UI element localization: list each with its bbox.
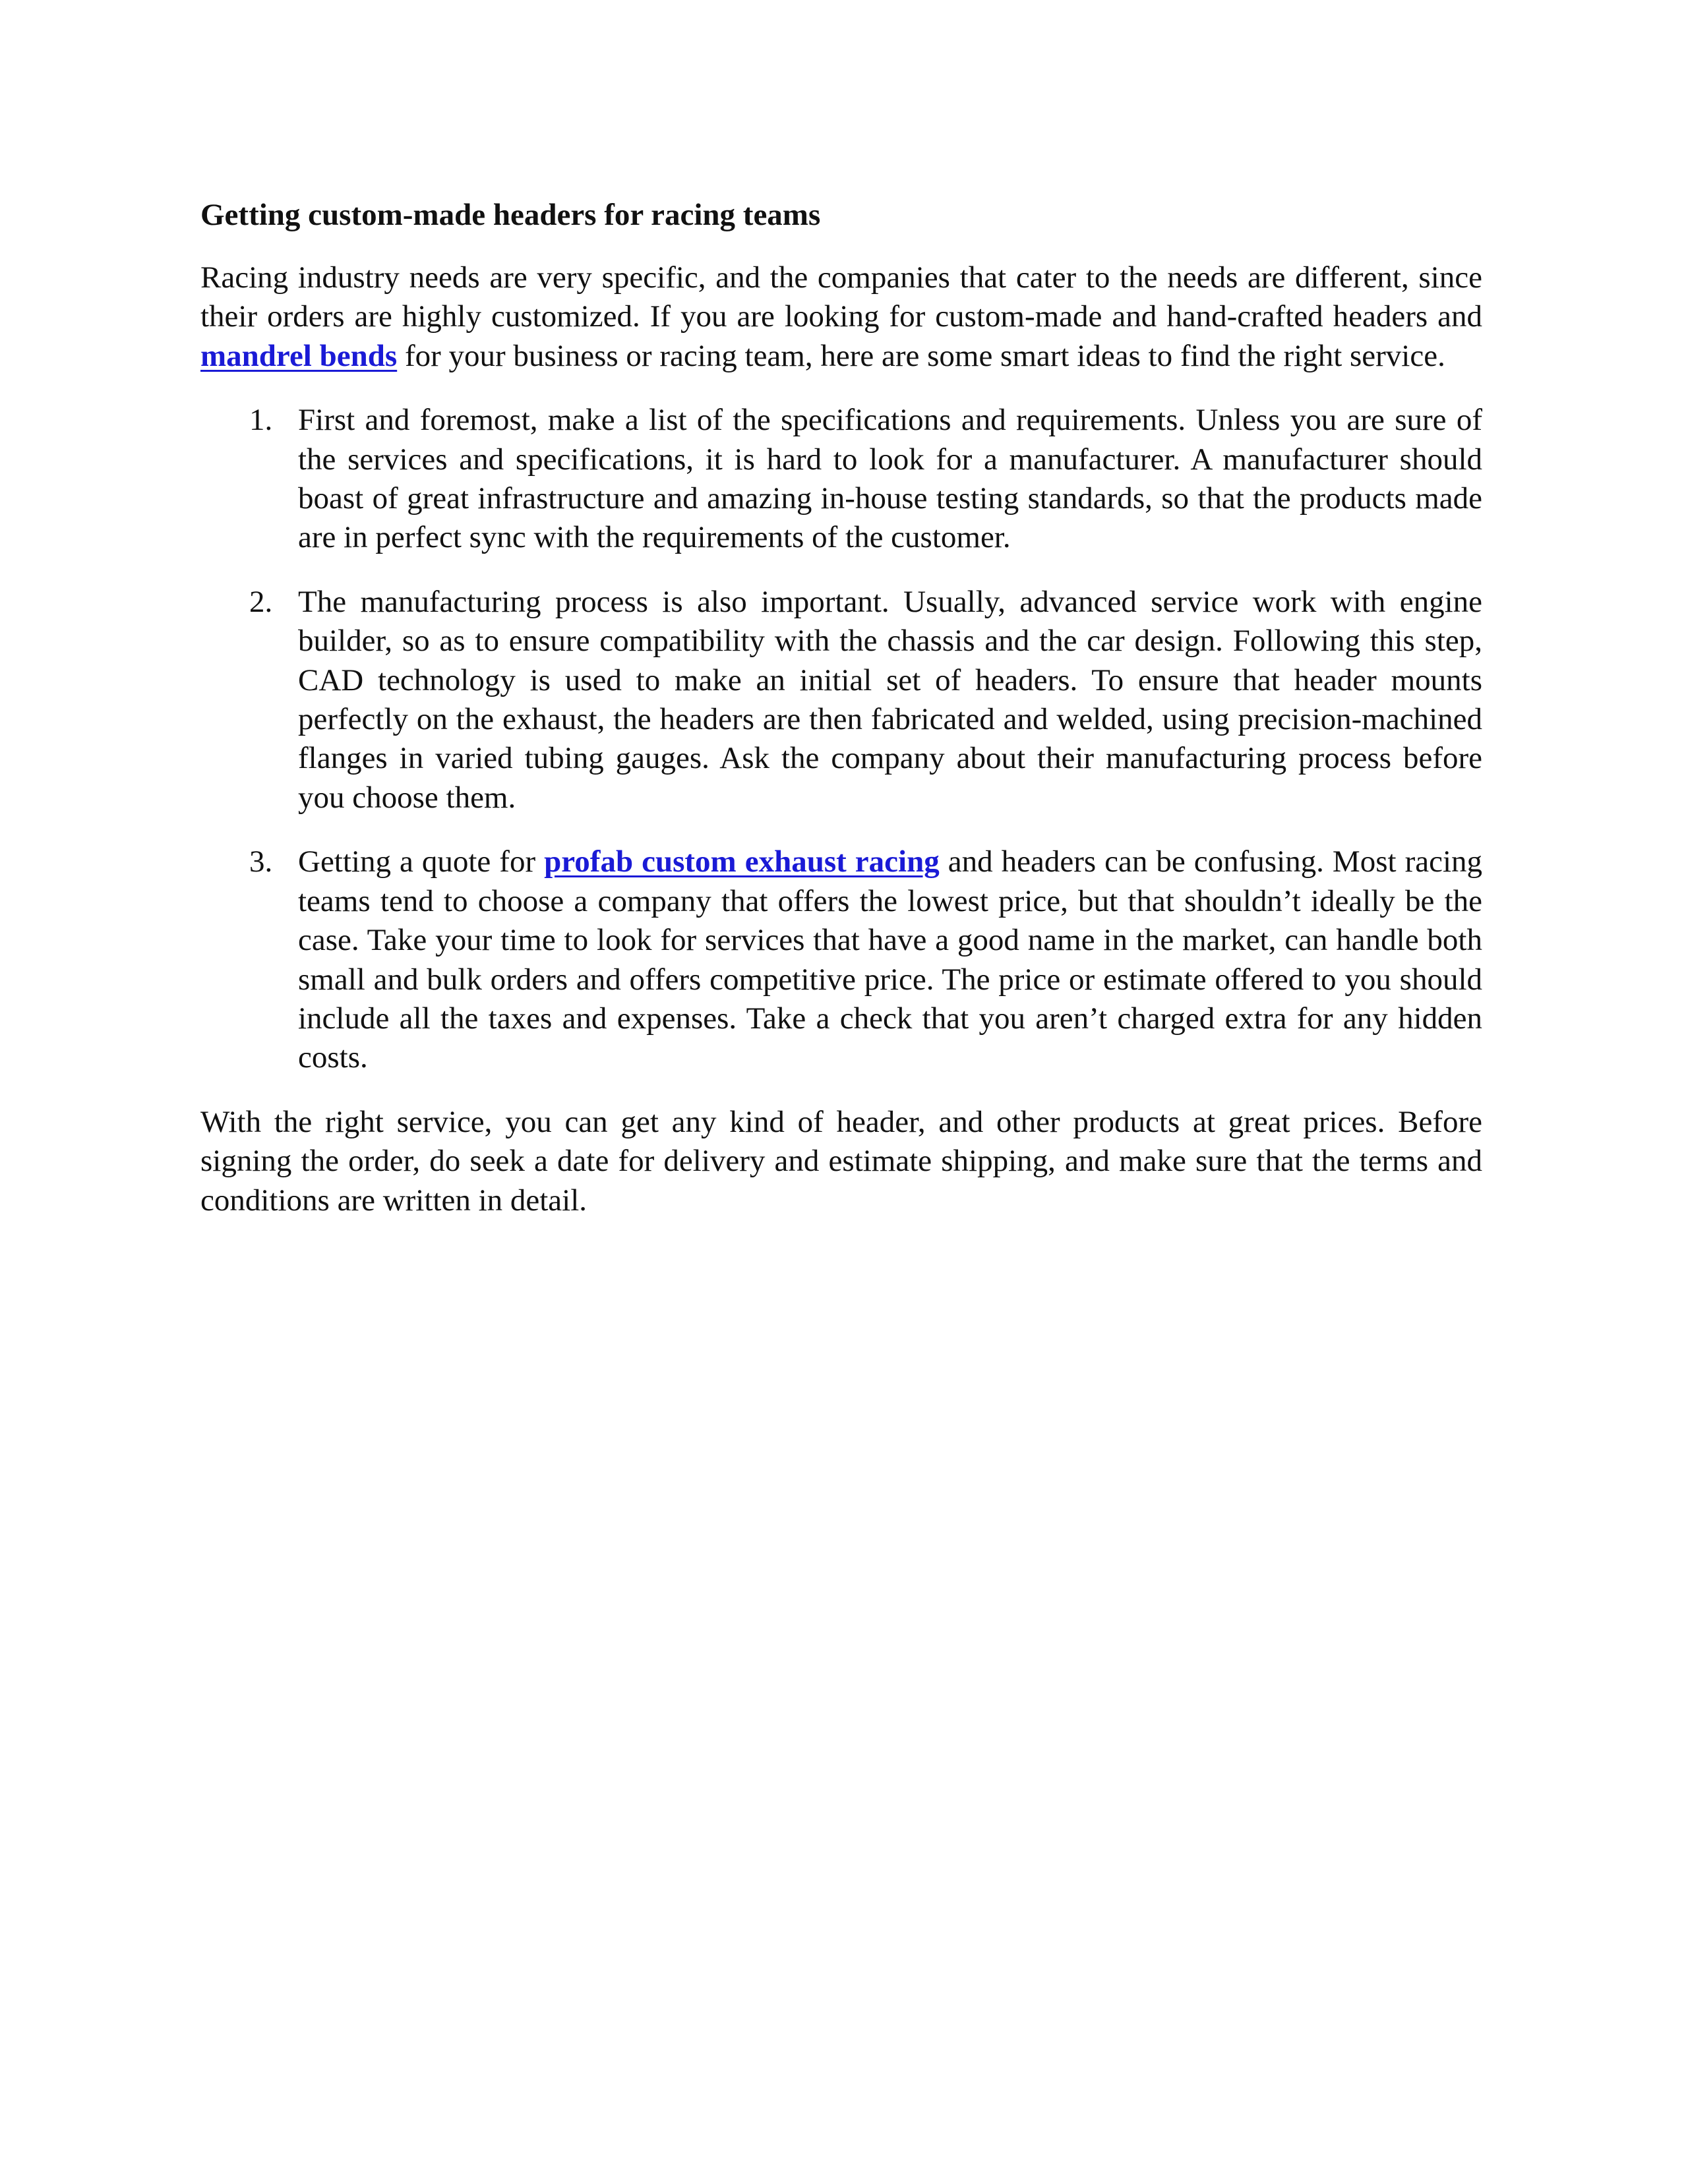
list-item-number: 3. <box>249 844 273 879</box>
list-item-text: The manufacturing process is also important. Usually, advanced service work with engine builder, so as to ensure compatibility with the chassis and the car design. Following this step, CAD technology is used to make an initial set of headers. To ensure that header mounts perfectly on the exhaust, the headers are then fabricated and welded, using precision-machined flanges in varied tubing gauges. Ask the company about their manufacturing process before you choose them. <box>298 584 1482 815</box>
list-item-number: 2. <box>249 584 273 619</box>
list-item <box>200 401 1482 558</box>
list-item-text-after-link: and headers can be confusing. Most racing teams tend to choose a company that offers the lowest price, but that shouldn’t ideally be the case. Take your time to look for services that have a good name in the market, can handle both small and bulk orders and offers competitive price. The price or estimate offered to you should include all the taxes and expenses. Take a check that you aren’t charged extra for any hidden costs. <box>298 844 1483 1075</box>
intro-paragraph <box>200 258 1482 376</box>
list-item-number: 1. <box>249 403 273 438</box>
closing-paragraph: With the right service, you can get any kind of header, and other products at great prices. Before signing the order, do seek a date for delivery and estimate shipping, and make sure that the terms and conditions are written in detail. <box>200 1104 1482 1218</box>
list-item-text-before-link: Getting a quote for <box>298 844 545 879</box>
list-item-text: First and foremost, make a list of the specifications and requirements. Unless you are sure of the services and specifications, it is hard to look for a manufacturer. A manufacturer should boast of great infrastructure and amazing in-house testing standards, so that the products made are in perfect sync with the requirements of the customer. <box>298 403 1482 555</box>
tips-list <box>200 401 1482 1078</box>
intro-text-before-link: Racing industry needs are very specific, and the companies that cater to the needs are different, since their orders are highly customized. If you are looking for custom-made and hand-crafted headers and <box>200 260 1482 334</box>
mandrel-bends-link[interactable]: mandrel bends <box>200 338 398 373</box>
document-title: Getting custom-made headers for racing teams <box>200 198 821 232</box>
list-item <box>200 842 1482 1077</box>
profab-custom-exhaust-racing-link[interactable]: profab custom exhaust racing <box>544 844 940 879</box>
document-page <box>200 195 1482 1245</box>
list-item <box>200 583 1482 817</box>
intro-text-after-link: for your business or racing team, here are some smart ideas to find the right service. <box>397 338 1445 373</box>
